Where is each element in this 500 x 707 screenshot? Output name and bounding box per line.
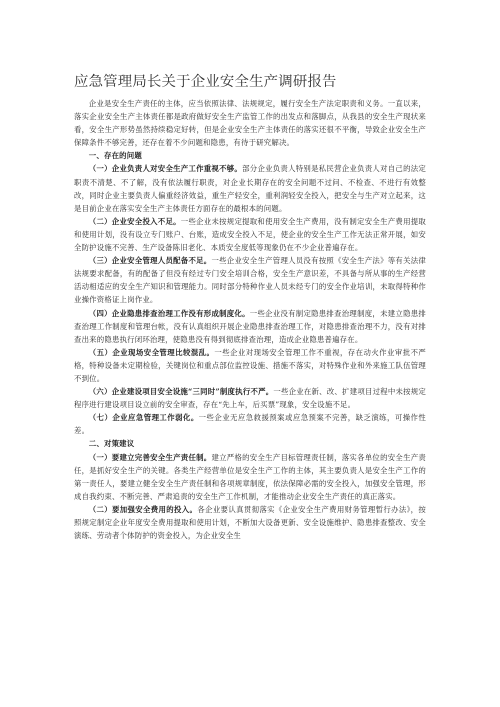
problem-5-text: 一些企业对现场安全管理工作不重视，存在动火作业审批不严格，特种设备未定期检验，关键岗位和重点部位监控设施、措施不落实，对特殊作业和外来施工队伍管理不到位。 xyxy=(74,347,427,383)
problem-1-text: 部分企业负责人特别是私民营企业负责人对自己的法定职责不清楚、不了解，没有依法履行职责，对企业长期存在的安全问题不过问、不检查、不进行有效整改，同时企业主要负责人偏重经济效益，重生产轻安全，重利润轻安全投入，把安全与生产对立起来，这是目前企业在落实安全生产主体责任方面存在的最根本的问题。 xyxy=(74,164,426,213)
problem-paragraph-2 xyxy=(74,215,426,254)
problem-2-text: 一些企业未按规定提取和使用安全生产费用，没有制定安全生产费用提取和使用计划，没有设立专门账户、台账，造成安全投入不足，使企业的安全生产工作无法正常开展，如安全防护设施不完善、生产设备陈旧老化、本质安全度低等现象仍在不少企业普遍存在。 xyxy=(74,216,426,253)
problem-paragraph-5 xyxy=(74,346,426,385)
problem-1-heading: （一）企业负责人对安全生产工作重视不够。 xyxy=(88,164,243,174)
problem-paragraph-7 xyxy=(74,411,426,437)
problem-2-heading: （二）企业安全投入不足。 xyxy=(88,216,181,226)
problem-4-text: 一些企业没有制定隐患排查治理制度，未建立隐患排查治理工作制度和管理台帐，没有认真组织开展企业隐患排查治理工作，对隐患排查治理不力，没有对排查出来的隐患执行闭环治理，使隐患没有得到彻底排查治理，造成企业隐患普遍存在。 xyxy=(74,308,427,344)
problem-7-text: 一些企业无应急救援预案或应急预案不完善，缺乏演练，可操作性差。 xyxy=(74,413,426,436)
problem-paragraph-1 xyxy=(74,162,426,214)
problem-paragraph-3 xyxy=(74,254,426,306)
suggestion-paragraph-1 xyxy=(74,451,426,503)
suggestion-1-heading: （一）要建立完善安全生产责任制。 xyxy=(88,452,212,462)
problem-paragraph-4 xyxy=(74,307,426,346)
suggestion-1-text: 建立严格的安全生产目标管理责任制，落实各单位的安全生产责任，是抓好安全生产的关键。各类生产经营单位是安全生产工作的主体，其主要负责人是安全生产工作的第一责任人，要建立健全安全生产责任制和各项规章制度，依法保障必需的安全投入，加强安全管理，形成自我约束、不断完善、严肃追责的安全生产工作机制，才能推动企业安全生产责任的真正落实。 xyxy=(74,452,427,501)
section-heading-problems: 一、存在的问题 xyxy=(88,151,142,161)
suggestion-paragraph-2 xyxy=(74,503,426,542)
problem-6-heading: （六）企业建设项目安全设施“三同时”制度执行不严。 xyxy=(88,387,274,397)
document-body xyxy=(74,97,426,542)
problem-6-text: 一些企业在新、改、扩建项目过程中未按规定程序进行建设项目设立前的安全审查，存在“先上车，后买票”现象，安全设施不足。 xyxy=(74,387,426,410)
problem-5-heading: （五）企业现场安全管理比较混乱。 xyxy=(88,347,215,357)
problem-paragraph-6 xyxy=(74,385,426,411)
intro-paragraph: 企业是安全生产责任的主体，应当依照法律、法规规定，履行安全生产法定职责和义务。一直以来，落实企业安全生产主体责任都是政府做好安全生产监管工作的出发点和落脚点，从我县的安全生产现状来看，安全生产形势虽然持续稳定好转，但是企业安全生产主体责任的落实还很不平衡，导致企业安全生产保障条件不够完善，还存在着不少问题和隐患，有待于研究解决。 xyxy=(74,99,426,148)
document-title: 应急管理局长关于企业安全生产调研报告 xyxy=(74,74,337,90)
problem-3-heading: （三）企业安全管理人员配备不足。 xyxy=(88,256,212,266)
suggestion-2-heading: （二）要加强安全费用的投入。 xyxy=(88,504,198,514)
problem-3-text: 一些企业安全生产管理人员没有按照《安全生产法》等有关法律法规要求配备，有的配备了但没有经过专门安全培训合格，安全生产意识差，不具备与所从事的生产经营活动相适应的安全生产知识和管理能力。同时部分特种作业人员未经专门的安全作业培训，未取得特种作业操作资格证上岗作业。 xyxy=(74,256,427,305)
problem-7-heading: （七）企业应急管理工作弱化。 xyxy=(88,413,199,423)
problem-4-heading: （四）企业隐患排查治理工作没有形成制度化。 xyxy=(88,308,250,318)
section-heading-suggestions: 二、对策建议 xyxy=(88,439,135,449)
suggestion-2-text: 各企业要认真贯彻落实《企业安全生产费用财务管理暂行办法》，按照规定制定企业年度安全费用提取和使用计划，不断加大设备更新、安全设施维护、隐患排查整改、安全演练、劳动者个体防护的资金投入，为企业安全生 xyxy=(74,504,426,541)
